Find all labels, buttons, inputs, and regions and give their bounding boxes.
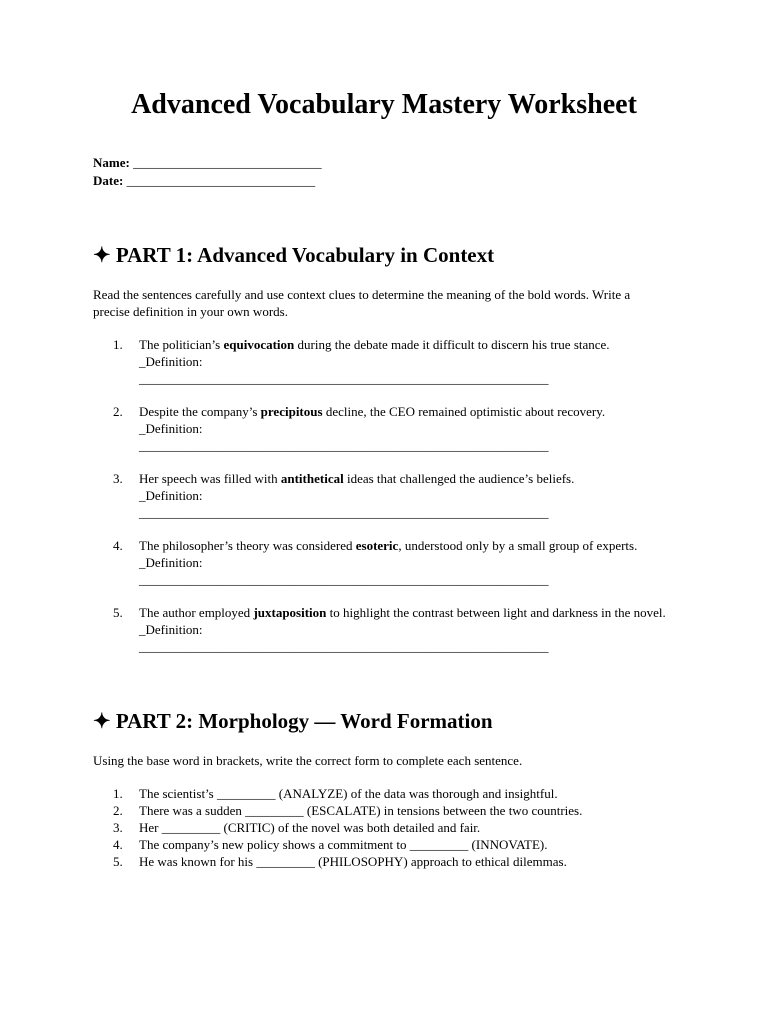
date-label: Date: [93, 173, 124, 188]
definition-label: _Definition: [139, 354, 203, 369]
sentence-start: The philosopher’s theory was considered [139, 538, 356, 553]
vocab-word: precipitous [260, 404, 323, 419]
item-number: 3. [113, 471, 123, 486]
part2-heading: ✦ PART 2: Morphology — Word Formation [93, 709, 493, 733]
list-item [93, 819, 693, 836]
list-item [93, 785, 693, 802]
sentence-text: Her _________ (CRITIC) of the novel was both detailed and fair. [139, 820, 481, 835]
list-item [93, 836, 693, 853]
name-field [93, 154, 322, 171]
definition-label: _Definition: [139, 622, 203, 637]
part1-question-list [93, 336, 693, 655]
item-number: 5. [113, 854, 123, 869]
worksheet-title: Advanced Vocabulary Mastery Worksheet [131, 89, 637, 120]
vocab-word: juxtaposition [253, 605, 327, 620]
item-number: 5. [113, 605, 123, 620]
name-blank: _____________________________ [133, 155, 322, 170]
sentence-start: The politician’s [139, 337, 224, 352]
list-item [93, 470, 693, 521]
list-item [93, 802, 693, 819]
sentence-start: Despite the company’s [139, 404, 261, 419]
list-item [93, 604, 693, 655]
sentence-text: The company’s new policy shows a commitment to _________ (INNOVATE). [139, 837, 548, 852]
date-field [93, 172, 315, 189]
sentence-end: decline, the CEO remained optimistic about recovery. [322, 404, 606, 419]
list-item [93, 336, 693, 387]
definition-label: _Definition: [139, 488, 203, 503]
list-item [93, 537, 693, 588]
definition-label: _Definition: [139, 421, 203, 436]
part2-instructions: Using the base word in brackets, write the correct form to complete each sentence. [93, 753, 523, 768]
definition-line: _______________________________________________________________ [139, 505, 549, 520]
sentence-end: during the debate made it difficult to discern his true stance. [294, 337, 610, 352]
definition-line: _______________________________________________________________ [139, 639, 549, 654]
list-item [93, 403, 693, 454]
part2-question-list [93, 785, 693, 870]
sentence-text: There was a sudden _________ (ESCALATE) in tensions between the two countries. [139, 803, 583, 818]
list-item [93, 853, 693, 870]
part1-heading: ✦ PART 1: Advanced Vocabulary in Context [93, 243, 495, 267]
sentence-text: The scientist’s _________ (ANALYZE) of the data was thorough and insightful. [139, 786, 558, 801]
definition-label: _Definition: [139, 555, 203, 570]
item-number: 4. [113, 538, 123, 553]
vocab-word: esoteric [355, 538, 399, 553]
sentence-start: Her speech was filled with [139, 471, 281, 486]
sentence-text: He was known for his _________ (PHILOSOPHY) approach to ethical dilemmas. [139, 854, 567, 869]
sentence-end: ideas that challenged the audience’s beliefs. [343, 471, 575, 486]
vocab-word: antithetical [280, 471, 344, 486]
item-number: 2. [113, 404, 123, 419]
item-number: 1. [113, 786, 123, 801]
sentence-end: to highlight the contrast between light and darkness in the novel. [326, 605, 666, 620]
item-number: 1. [113, 337, 123, 352]
definition-line: _______________________________________________________________ [139, 572, 549, 587]
sentence-start: The author employed [139, 605, 254, 620]
part1-instructions: Read the sentences carefully and use context clues to determine the meaning of the bold words. Write a precise definition in your own words. [93, 287, 631, 319]
item-number: 3. [113, 820, 123, 835]
sentence-end: , understood only by a small group of experts. [398, 538, 638, 553]
definition-line: _______________________________________________________________ [139, 438, 549, 453]
item-number: 4. [113, 837, 123, 852]
date-blank: _____________________________ [126, 173, 316, 188]
item-number: 2. [113, 803, 123, 818]
definition-line: _______________________________________________________________ [139, 371, 549, 386]
vocab-word: equivocation [223, 337, 295, 352]
name-label: Name: [93, 155, 130, 170]
